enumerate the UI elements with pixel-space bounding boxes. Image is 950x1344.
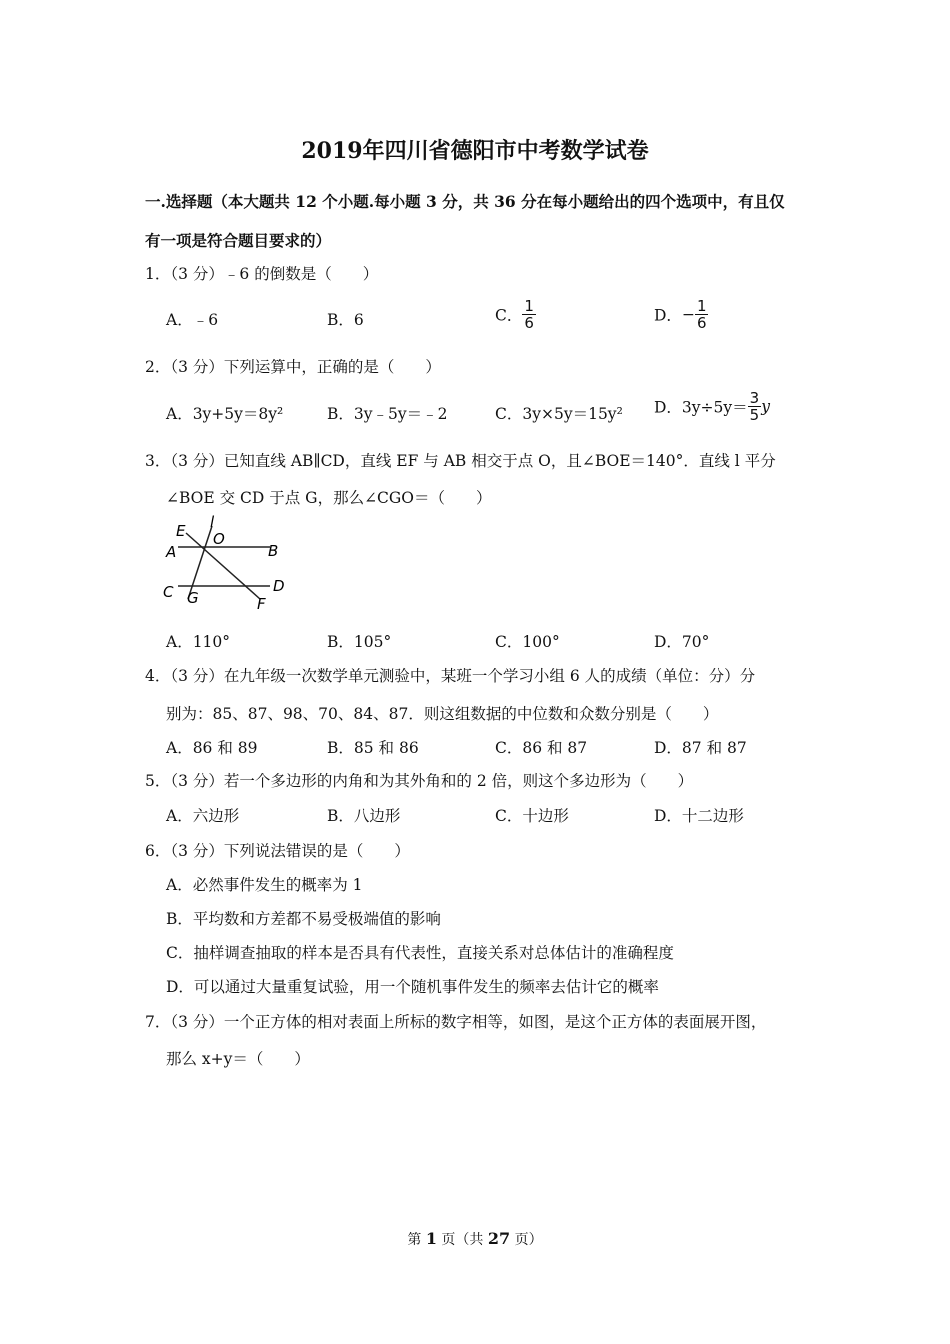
- q2-option-c: C．3y×5y＝15y²: [495, 405, 623, 423]
- q1-option-c: [495, 298, 536, 331]
- question-2-stem: 2．（3 分）下列运算中，正确的是（ ）: [145, 358, 441, 376]
- page-title: 2019年四川省德阳市中考数学试卷: [301, 138, 649, 164]
- footer-suffix: 页）: [510, 1232, 543, 1248]
- q1-option-c-label: C．: [495, 306, 523, 325]
- denominator: 5: [749, 406, 760, 424]
- footer-middle: 页（共: [436, 1232, 488, 1248]
- numerator: 1: [696, 297, 707, 315]
- q3-option-b: B．105°: [327, 633, 392, 651]
- section-heading-line2: 有一项是符合题目要求的）: [145, 231, 332, 250]
- label-a: A: [166, 543, 177, 561]
- question-6-stem: 6．（3 分）下列说法错误的是（ ）: [145, 842, 410, 860]
- q5-option-d: D．十二边形: [654, 807, 744, 825]
- parallel-lines-figure: [160, 514, 295, 614]
- label-f: F: [257, 595, 266, 613]
- q4-option-a: A．86 和 89: [166, 739, 258, 757]
- fraction: [748, 390, 762, 423]
- q4-option-c: C．86 和 87: [495, 739, 588, 757]
- q3-option-c: C．100°: [495, 633, 560, 651]
- q5-option-c: C．十边形: [495, 807, 569, 825]
- q1-option-d-label: D．: [654, 306, 682, 325]
- q1-option-d: [654, 298, 708, 331]
- q3-option-a: A．110°: [166, 633, 231, 651]
- q6-option-d: D．可以通过大量重复试验，用一个随机事件发生的频率去估计它的概率: [166, 978, 659, 996]
- numerator: 1: [524, 297, 534, 315]
- page-footer: [0, 1229, 950, 1249]
- question-5-stem: 5．（3 分）若一个多边形的内角和为其外角和的 2 倍，则这个多边形为（ ）: [145, 772, 694, 790]
- fraction: [522, 298, 536, 331]
- label-e: E: [176, 522, 186, 540]
- label-b: B: [268, 542, 279, 560]
- page-number: 1: [425, 1229, 437, 1248]
- question-1-stem: 1．（3 分）﹣6 的倒数是（ ）: [145, 265, 379, 283]
- question-7-line1: 7．（3 分）一个正方体的相对表面上所标的数字相等，如图，是这个正方体的表面展开图，: [145, 1013, 767, 1031]
- q2-option-d: [654, 390, 770, 423]
- q4-option-b: B．85 和 86: [327, 739, 419, 757]
- q3-option-d: D．70°: [654, 633, 710, 651]
- footer-prefix: 第: [407, 1232, 426, 1248]
- question-7-line2: 那么 x+y＝（ ）: [166, 1050, 310, 1068]
- q6-option-a: A．必然事件发生的概率为 1: [166, 876, 363, 894]
- label-c: C: [163, 583, 174, 601]
- q6-option-c: C．抽样调查抽取的样本是否具有代表性，直接关系对总体估计的准确程度: [166, 944, 674, 962]
- q1-option-a: A．﹣6: [166, 311, 219, 329]
- label-l: l: [210, 514, 215, 531]
- label-d: D: [273, 577, 285, 595]
- q5-option-b: B．八边形: [327, 807, 401, 825]
- q1-option-b: B．6: [327, 311, 364, 329]
- question-3-line1: 3．（3 分）已知直线 AB∥CD，直线 EF 与 AB 相交于点 O，且∠BOE＝140°．直线 l 平分: [145, 452, 776, 470]
- label-o: O: [213, 530, 225, 548]
- q4-option-d: D．87 和 87: [654, 739, 747, 757]
- q6-option-b: B．平均数和方差都不易受极端值的影响: [166, 910, 441, 928]
- denominator: 6: [696, 314, 707, 332]
- q2-option-d-label: D．3y÷5y＝: [654, 398, 748, 417]
- denominator: 6: [524, 314, 534, 332]
- minus-sign: −: [681, 305, 695, 324]
- section-heading-line1: 一.选择题（本大题共 12 个小题.每小题 3 分，共 36 分在每小题给出的四个选项中，有且仅: [145, 192, 785, 211]
- question-4-line1: 4．（3 分）在九年级一次数学单元测验中，某班一个学习小组 6 人的成绩（单位：分）分: [145, 667, 756, 685]
- question-4-line2: 别为：85、87、98、70、84、87．则这组数据的中位数和众数分别是（ ）: [166, 705, 719, 723]
- numerator: 3: [749, 389, 760, 407]
- variable-y: y: [761, 397, 770, 416]
- question-3-line2: ∠BOE 交 CD 于点 G，那么∠CGO＝（ ）: [166, 489, 492, 507]
- q2-option-a: A．3y+5y＝8y²: [166, 405, 284, 423]
- q2-option-b: B．3y﹣5y＝﹣2: [327, 405, 448, 423]
- label-g: G: [187, 589, 199, 607]
- q5-option-a: A．六边形: [166, 807, 240, 825]
- fraction: [695, 298, 709, 331]
- total-pages: 27: [487, 1229, 511, 1248]
